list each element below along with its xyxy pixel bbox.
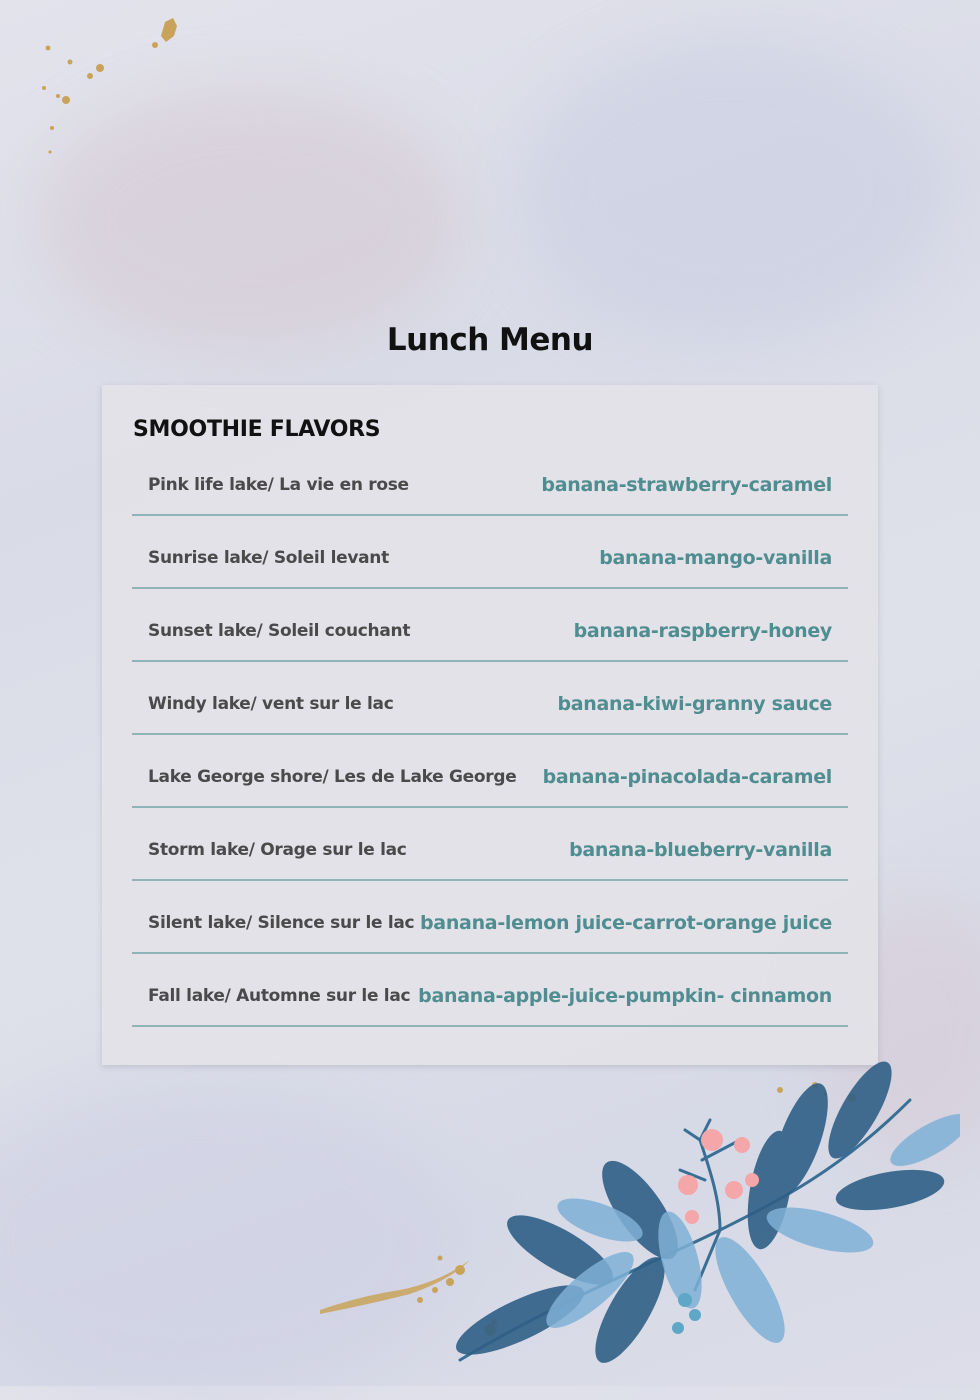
watercolor-wash	[520, 40, 940, 340]
page-title: Lunch Menu	[386, 322, 594, 358]
menu-item	[132, 735, 848, 808]
menu-item	[132, 443, 848, 516]
menu-item-flavor: banana-strawberry-caramel	[541, 473, 832, 496]
gold-flecks-decoration	[30, 10, 190, 170]
menu-item	[132, 589, 848, 662]
menu-item-name: Sunrise lake/ Soleil levant	[148, 547, 389, 568]
menu-card	[102, 385, 878, 1065]
menu-item-name: Pink life lake/ La vie en rose	[148, 474, 409, 495]
leaf-branch-decoration	[300, 1060, 960, 1386]
menu-item-name: Sunset lake/ Soleil couchant	[148, 620, 411, 641]
menu-item-name: Storm lake/ Orage sur le lac	[148, 839, 407, 860]
menu-item-flavor: banana-kiwi-granny sauce	[557, 692, 832, 715]
menu-item-flavor: banana-lemon juice-carrot-orange juice	[420, 911, 832, 934]
menu-item	[132, 662, 848, 735]
menu-item-name: Silent lake/ Silence sur le lac	[148, 912, 415, 933]
menu-item-flavor: banana-raspberry-honey	[573, 619, 832, 642]
menu-item	[132, 808, 848, 881]
menu-item-flavor: banana-mango-vanilla	[599, 546, 832, 569]
menu-item-flavor: banana-blueberry-vanilla	[569, 838, 832, 861]
menu-item-name: Windy lake/ vent sur le lac	[148, 693, 394, 714]
menu-item	[132, 954, 848, 1027]
menu-item-name: Lake George shore/ Les de Lake George	[148, 766, 517, 787]
menu-item-flavor: banana-pinacolada-caramel	[542, 765, 832, 788]
menu-item-name: Fall lake/ Automne sur le lac	[148, 985, 411, 1006]
menu-item	[132, 881, 848, 954]
menu-item-flavor: banana-apple-juice-pumpkin- cinnamon	[418, 984, 832, 1007]
section-heading: SMOOTHIE FLAVORS	[133, 417, 381, 442]
menu-item	[132, 516, 848, 589]
menu-list	[132, 443, 848, 1027]
